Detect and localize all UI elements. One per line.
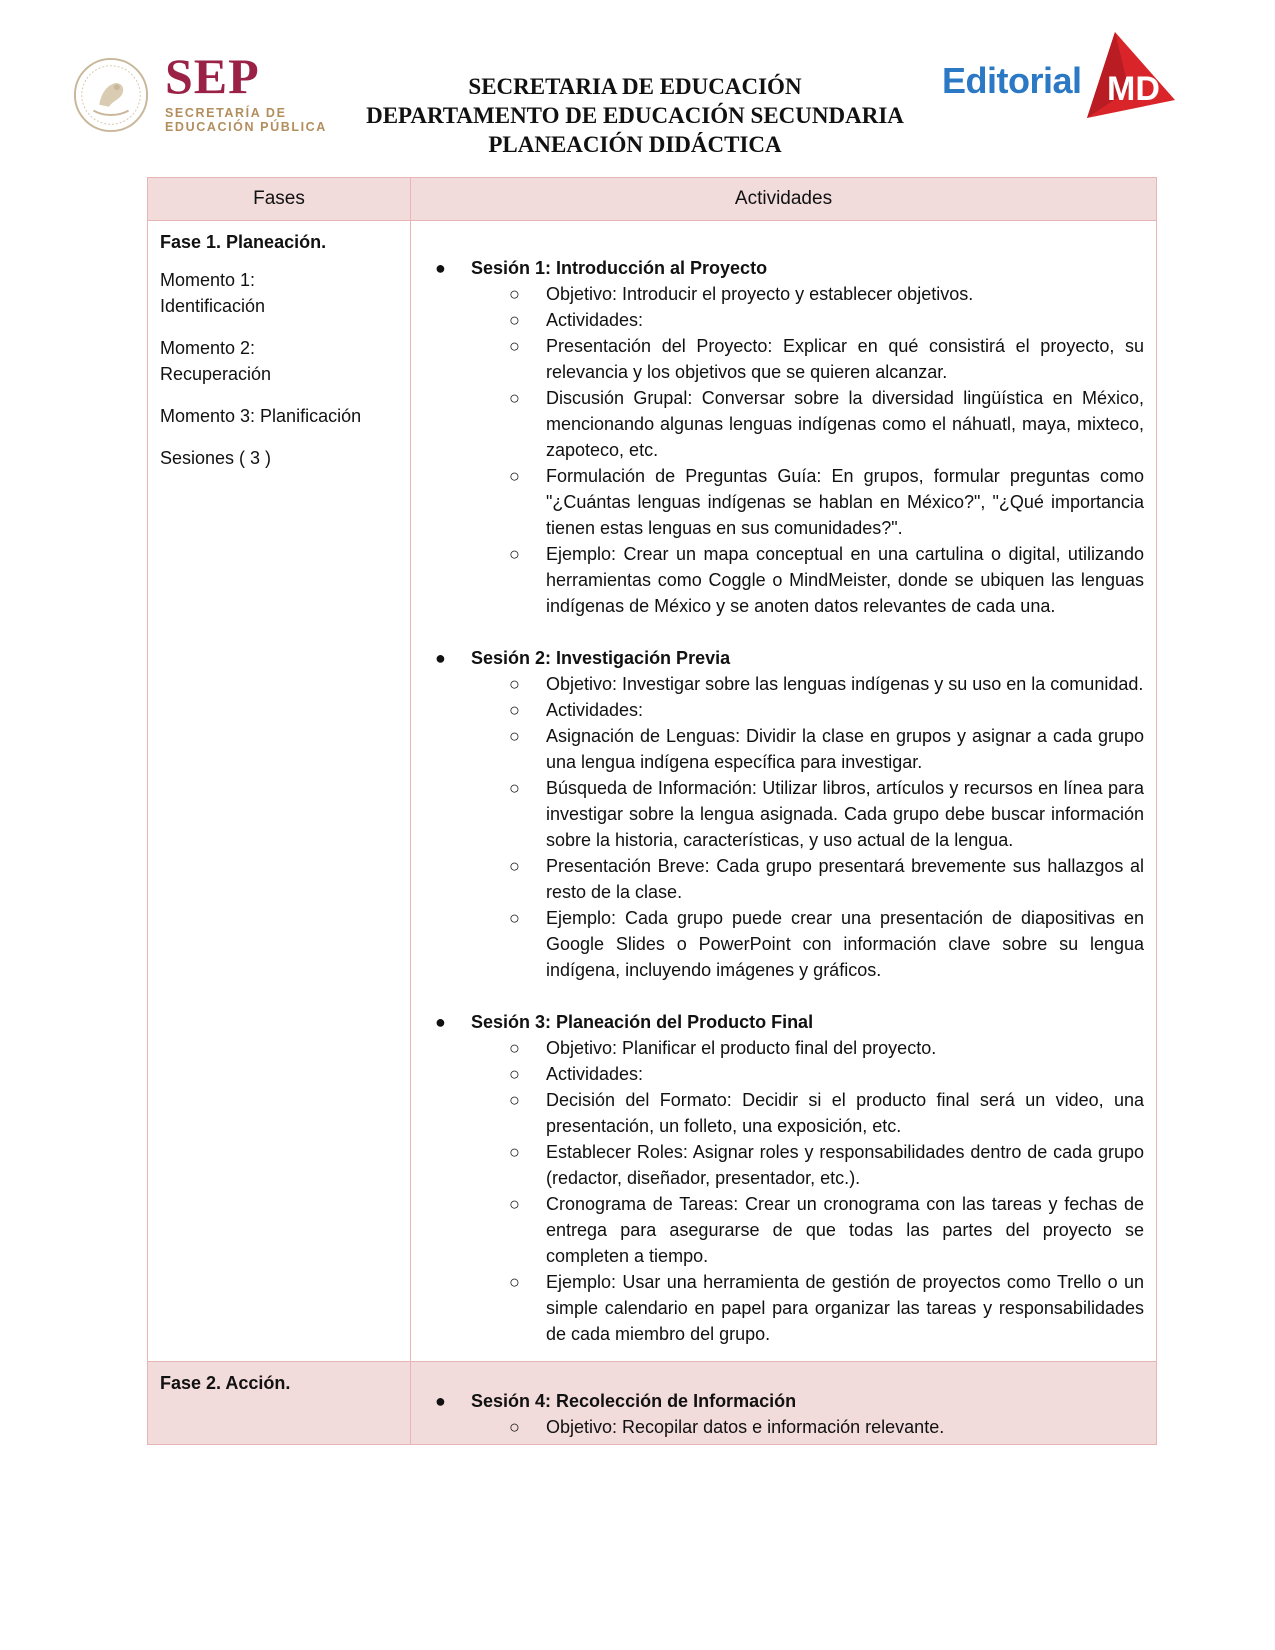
circle-bullet-icon: ○ xyxy=(509,284,520,304)
planning-table xyxy=(147,177,1157,1445)
fase1-session-list xyxy=(421,255,1144,1347)
momento3: Momento 3: Planificación xyxy=(160,406,362,426)
editorial-md-logo xyxy=(942,30,1182,122)
circle-bullet-icon: ○ xyxy=(509,856,520,876)
list-item: ○ Actividades: xyxy=(471,697,1144,723)
session-1 xyxy=(421,255,1144,619)
table-header-row xyxy=(148,178,1157,221)
header-fases: Fases xyxy=(148,178,411,221)
circle-bullet-icon: ○ xyxy=(509,310,520,330)
md-mark-text: MD xyxy=(1107,70,1160,108)
fase1-title: Fase 1. Planeación. xyxy=(160,232,327,252)
sesiones-count: Sesiones ( 3 ) xyxy=(160,448,272,468)
list-item: ○ Objetivo: Planificar el producto final del proyecto. xyxy=(471,1035,1144,1061)
circle-bullet-icon: ○ xyxy=(509,544,520,564)
sep-logo xyxy=(165,48,327,134)
momento2-name: Recuperación xyxy=(160,364,272,384)
session-1-title: Sesión 1: Introducción al Proyecto xyxy=(471,258,768,278)
circle-bullet-icon: ○ xyxy=(509,700,520,720)
list-item: ○ Actividades: xyxy=(471,1061,1144,1087)
table-row-fase2 xyxy=(148,1362,1157,1445)
document-titles xyxy=(320,72,950,159)
session-2 xyxy=(421,645,1144,983)
fase2-cell xyxy=(148,1362,411,1445)
md-mark-icon xyxy=(1077,30,1177,122)
circle-bullet-icon: ○ xyxy=(509,336,520,356)
list-item: ○ Búsqueda de Información: Utilizar libros, artículos y recursos en línea para investigar sobre la lengua asignada. Cada grupo debe buscar información sobre la historia, características, y uso actual de la lengua. xyxy=(471,775,1144,853)
session-4-items xyxy=(471,1414,1144,1440)
circle-bullet-icon: ○ xyxy=(509,1038,520,1058)
bullet-icon: ● xyxy=(435,648,446,668)
fase2-actividades-cell xyxy=(411,1362,1157,1445)
circle-bullet-icon: ○ xyxy=(509,778,520,798)
list-item: ○ Objetivo: Recopilar datos e información relevante. xyxy=(471,1414,1144,1440)
circle-bullet-icon: ○ xyxy=(509,1272,520,1292)
fase2-session-list xyxy=(421,1388,1144,1440)
circle-bullet-icon: ○ xyxy=(509,388,520,408)
list-item: ○ Ejemplo: Crear un mapa conceptual en una cartulina o digital, utilizando herramientas como Coggle o MindMeister, donde se ubiquen las lenguas indígenas de México y se anoten datos relevantes de cada una. xyxy=(471,541,1144,619)
session-3 xyxy=(421,1009,1144,1347)
fase1-cell xyxy=(148,221,411,1362)
momento2-label: Momento 2: xyxy=(160,338,256,358)
bullet-icon: ● xyxy=(435,1012,446,1032)
header-actividades: Actividades xyxy=(411,178,1157,221)
circle-bullet-icon: ○ xyxy=(509,674,520,694)
list-item: ○ Establecer Roles: Asignar roles y responsabilidades dentro de cada grupo (redactor, diseñador, presentador, etc.). xyxy=(471,1139,1144,1191)
document-header xyxy=(0,0,1275,175)
title-planeacion: PLANEACIÓN DIDÁCTICA xyxy=(488,132,782,157)
fase2-title: Fase 2. Acción. xyxy=(160,1373,291,1393)
session-4-title: Sesión 4: Recolección de Información xyxy=(471,1391,797,1411)
circle-bullet-icon: ○ xyxy=(509,1064,520,1084)
list-item: ○ Cronograma de Tareas: Crear un cronograma con las tareas y fechas de entrega para asegurarse de que todas las partes del proyecto se completen a tiempo. xyxy=(471,1191,1144,1269)
momento2 xyxy=(160,335,400,387)
list-item: ○ Ejemplo: Usar una herramienta de gestión de proyectos como Trello o un simple calendario en papel para organizar las tareas y responsabilidades de cada miembro del grupo. xyxy=(471,1269,1144,1347)
list-item: ○ Asignación de Lenguas: Dividir la clase en grupos y asignar a cada grupo una lengua indígena específica para investigar. xyxy=(471,723,1144,775)
list-item: ○ Objetivo: Introducir el proyecto y establecer objetivos. xyxy=(471,281,1144,307)
sep-logo-subtitle-1: SECRETARÍA DE xyxy=(165,106,287,120)
editorial-logo-text: Editorial xyxy=(942,60,1082,101)
sep-logo-word: SEP xyxy=(165,48,260,104)
session-3-title: Sesión 3: Planeación del Producto Final xyxy=(471,1012,814,1032)
list-item: ○ Objetivo: Investigar sobre las lenguas indígenas y su uso en la comunidad. xyxy=(471,671,1144,697)
session-1-items xyxy=(471,281,1144,619)
circle-bullet-icon: ○ xyxy=(509,1417,520,1437)
list-item: ○ Discusión Grupal: Conversar sobre la diversidad lingüística en México, mencionando algunas lenguas indígenas como el náhuatl, maya, mixteco, zapoteco, etc. xyxy=(471,385,1144,463)
list-item: ○ Decisión del Formato: Decidir si el producto final será un video, una presentación, un folleto, una exposición, etc. xyxy=(471,1087,1144,1139)
circle-bullet-icon: ○ xyxy=(509,1194,520,1214)
table-row-fase1 xyxy=(148,221,1157,1362)
list-item: ○ Presentación Breve: Cada grupo presentará brevemente sus hallazgos al resto de la clase. xyxy=(471,853,1144,905)
session-2-items xyxy=(471,671,1144,983)
bullet-icon: ● xyxy=(435,1391,446,1411)
session-4 xyxy=(421,1388,1144,1440)
circle-bullet-icon: ○ xyxy=(509,726,520,746)
list-item: ○ Ejemplo: Cada grupo puede crear una presentación de diapositivas en Google Slides o PowerPoint con información clave sobre su lengua indígena, incluyendo imágenes y gráficos. xyxy=(471,905,1144,983)
momento1-name: Identificación xyxy=(160,296,266,316)
circle-bullet-icon: ○ xyxy=(509,1090,520,1110)
bullet-icon: ● xyxy=(435,258,446,278)
fase1-actividades-cell xyxy=(411,221,1157,1362)
momento1 xyxy=(160,267,400,319)
national-seal-icon xyxy=(72,56,150,134)
title-secretaria: SECRETARIA DE EDUCACIÓN xyxy=(468,74,802,99)
circle-bullet-icon: ○ xyxy=(509,466,520,486)
circle-bullet-icon: ○ xyxy=(509,908,520,928)
list-item: ○ Formulación de Preguntas Guía: En grupos, formular preguntas como "¿Cuántas lenguas indígenas se hablan en México?", "¿Qué importancia tienen estas lenguas en sus comunidades?". xyxy=(471,463,1144,541)
title-departamento: DEPARTAMENTO DE EDUCACIÓN SECUNDARIA xyxy=(366,103,904,128)
circle-bullet-icon: ○ xyxy=(509,1142,520,1162)
sep-logo-subtitle-2: EDUCACIÓN PÚBLICA xyxy=(165,120,327,134)
session-2-title: Sesión 2: Investigación Previa xyxy=(471,648,731,668)
momento1-label: Momento 1: xyxy=(160,270,256,290)
list-item: ○ Presentación del Proyecto: Explicar en qué consistirá el proyecto, su relevancia y los objetivos que se quieren alcanzar. xyxy=(471,333,1144,385)
session-3-items xyxy=(471,1035,1144,1347)
list-item: ○ Actividades: xyxy=(471,307,1144,333)
